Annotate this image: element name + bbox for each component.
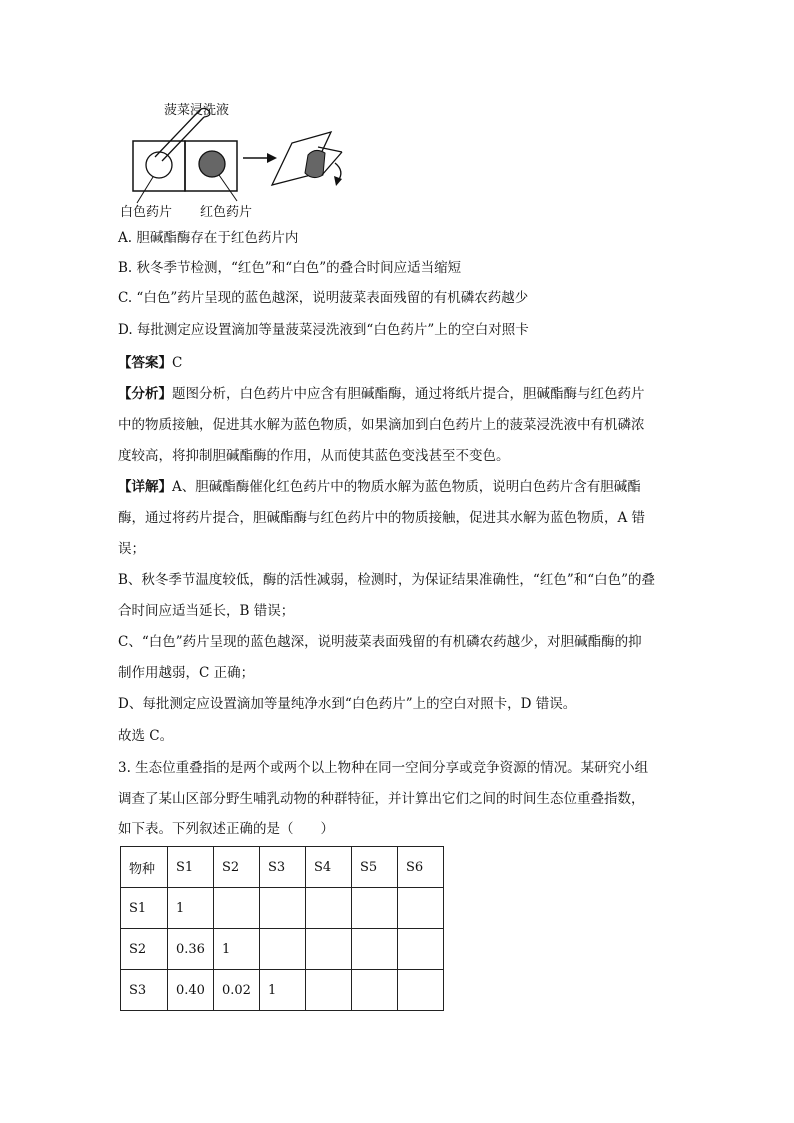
question3-line-1: 3. 生态位重叠指的是两个或两个以上物种在同一空间分享或竞争资源的情况。某研究小组: [118, 760, 649, 776]
detail-line-2: 酶，通过将药片提合，胆碱酯酶与红色药片中的物质接触，促进其水解为蓝色物质，A 错: [118, 510, 646, 526]
table-cell: [260, 929, 306, 970]
table-cell: S1: [121, 888, 168, 929]
table-header-row: [121, 847, 444, 888]
detail-line-3: 误；: [118, 541, 145, 557]
option-d: D. 每批测定应设置滴加等量菠菜浸洗液到“白色药片”上的空白对照卡: [118, 322, 529, 338]
table-cell: [352, 929, 398, 970]
detail-text-1: A、胆碱酯酶催化红色药片中的物质水解为蓝色物质，说明白色药片含有胆碱酯: [172, 479, 641, 495]
table-header-cell: S1: [168, 847, 214, 888]
table-cell: [398, 888, 444, 929]
table-header-cell: S6: [398, 847, 444, 888]
table-cell: [398, 970, 444, 1011]
table-cell: [306, 970, 352, 1011]
table-cell: [306, 888, 352, 929]
detail-line-8: D、每批测定应设置滴加等量纯净水到“白色药片”上的空白对照卡，D 错误。: [118, 696, 577, 712]
table-row: [121, 888, 444, 929]
dropper-label: 菠菜浸洗液: [164, 103, 230, 118]
table-header-cell: S3: [260, 847, 306, 888]
question3-line-2: 调查了某山区部分野生哺乳动物的种群特征，并计算出它们之间的时间生态位重叠指数，: [118, 791, 645, 807]
table-cell: 0.36: [168, 929, 214, 970]
detail-line-6: C、“白色”药片呈现的蓝色越深，说明菠菜表面残留的有机磷农药越少，对胆碱酯酶的抑: [118, 634, 642, 650]
table-cell: [352, 970, 398, 1011]
table-cell: [260, 888, 306, 929]
analysis-tag: 【分析】: [118, 386, 172, 402]
table-header-cell: S4: [306, 847, 352, 888]
table-cell: [352, 888, 398, 929]
table-cell: 0.40: [168, 970, 214, 1011]
table-cell: [306, 929, 352, 970]
detail-line-7: 制作用越弱，C 正确；: [118, 665, 255, 681]
table-cell: [398, 929, 444, 970]
table-cell: 1: [214, 929, 260, 970]
table-cell: 1: [168, 888, 214, 929]
analysis-text-1: 题图分析，白色药片中应含有胆碱酯酶，通过将纸片提合，胆碱酯酶与红色药片: [172, 386, 645, 402]
answer-tag: 【答案】: [118, 355, 172, 371]
table-cell: S3: [121, 970, 168, 1011]
table-header-cell: S5: [352, 847, 398, 888]
answer-line: [118, 353, 678, 373]
detail-line-1: [118, 477, 678, 497]
option-c: C. “白色”药片呈现的蓝色越深，说明菠菜表面残留的有机磷农药越少: [118, 290, 529, 306]
table-row: [121, 970, 444, 1011]
white-tablet-label: 白色药片: [120, 205, 173, 220]
overlap-index-table: [120, 846, 444, 1011]
detail-line-9: 故选 C。: [118, 728, 174, 744]
analysis-line-2: 中的物质接触，促进其水解为蓝色物质，如果滴加到白色药片上的菠菜浸洗液中有机磷浓: [118, 417, 645, 433]
detail-line-4: B、秋冬季节温度较低，酶的活性减弱，检测时，为保证结果准确性，“红色”和“白色”的叠: [118, 572, 656, 588]
table-cell: S2: [121, 929, 168, 970]
table-cell: 1: [260, 970, 306, 1011]
test-card-diagram: [115, 95, 365, 225]
option-a: A. 胆碱酯酶存在于红色药片内: [118, 230, 299, 246]
detail-tag: 【详解】: [118, 479, 172, 495]
answer-value: C: [172, 355, 183, 371]
analysis-line-3: 度较高，将抑制胆碱酯酶的作用，从而使其蓝色变浅甚至不变色。: [118, 448, 510, 464]
analysis-line-1: [118, 384, 678, 404]
detail-line-5: 合时间应适当延长，B 错误；: [118, 603, 295, 619]
question3-line-3: 如下表。下列叙述正确的是（ ）: [118, 821, 334, 837]
red-tablet-label: 红色药片: [200, 205, 253, 220]
table-header-cell: S2: [214, 847, 260, 888]
table-header-cell: 物种: [121, 847, 168, 888]
table-cell: 0.02: [214, 970, 260, 1011]
table-row: [121, 929, 444, 970]
option-b: B. 秋冬季节检测，“红色”和“白色”的叠合时间应适当缩短: [118, 260, 462, 276]
table-cell: [214, 888, 260, 929]
